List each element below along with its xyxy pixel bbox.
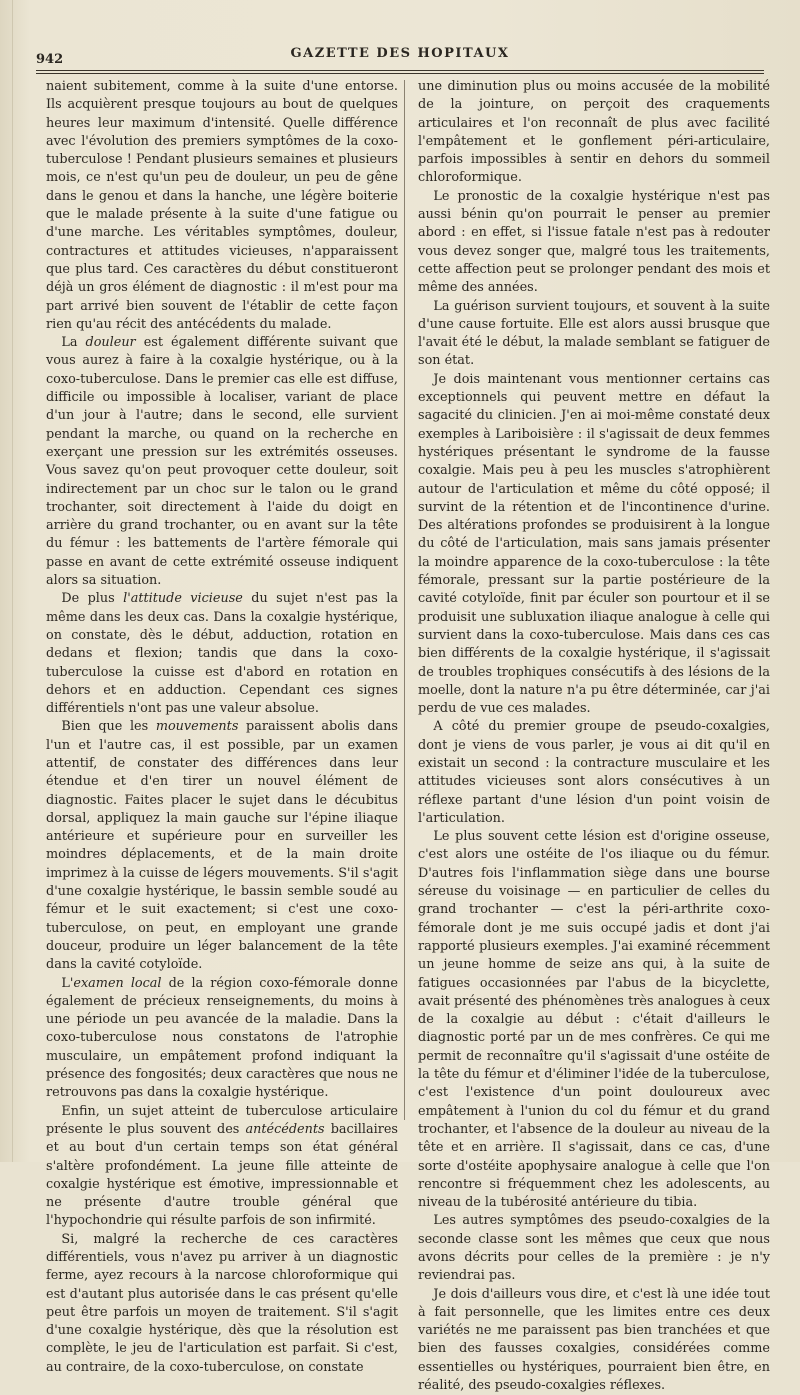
paragraph: Enfin, un sujet atteint de tuberculose articulaire présente le plus souvent des antécédents bacillaires et au bout d'un certain temps son état général s'altère profondément. La jeune fille atteinte de coxalgie hystérique est émotive, impressionnable et ne présente d'autre trouble général que l'hypochondrie qui résulte parfois de son infirmité. (46, 1103, 398, 1229)
emphasis: douleur (85, 335, 136, 351)
paragraph: Bien que les mouvements paraissent abolis dans l'un et l'autre cas, il est possible, par un examen attentif, de constater des différences dans leur étendue et d'en tirer un nouvel élément de diagnostic. Faites placer le sujet dans le décubitus dorsal, appliquez la main gauche sur l'épine iliaque antérieure et supérieure pour en surveiller les moindres déplacements, et de la main droite imprimez à la cuisse de légers mouvements. S'il s'agit d'une coxalgie hystérique, le bassin semble soudé au fémur et le suit exactement; si c'est une coxo-tuberculose, on peut, en employant une grande douceur, produire un léger balancement de la tête dans la cavité cotyloïde. (46, 719, 398, 973)
binding-edge (12, 0, 13, 1162)
emphasis: examen local (73, 975, 162, 991)
paragraph: Je dois maintenant vous mentionner certains cas exceptionnels qui peuvent mettre en défaut la sagacité du clinicien. J'en ai moi-même constaté deux exemples à Lariboisière : il s'agissait de deux femmes hystériques présentant le syndrome de la fausse coxalgie. Mais peu à peu les muscles s'atrophièrent autour de l'articulation et même du côté opposé; il survint de la rétention et de l'incontinence d'urine. Des altérations profondes se produisirent à la longue du côté de l'articulation, mais sans jamais présenter la moindre apparence de la coxo-tuberculose : la tête fémorale, pressant sur la partie postérieure de la cavité cotyloïde, finit par éculer son pourtour et il se produisit une subluxation iliaque analogue à celle qui survient dans la coxo-tuberculose. Mais dans ces cas bien différents de la coxalgie hystérique, il s'agissait de troubles trophiques consécutifs à des lésions de la moelle, dont la nature n'a pu être déterminée, car j'ai perdu de vue ces malades. (418, 371, 770, 717)
paragraph: L'examen local de la région coxo-fémorale donne également de précieux renseignements, du moins à une période un peu avancée de la maladie. Dans la coxo-tuberculose nous constatons de l'atrophie musculaire, un empâtement profond indiquant la présence des fongosités; deux caractères que nous ne retrouvons pas dans la coxalgie hystérique. (46, 975, 398, 1101)
emphasis: mouvements (155, 719, 239, 735)
emphasis: l'attitude vicieuse (123, 591, 243, 607)
paragraph: Si, malgré la recherche de ces caractères différentiels, vous n'avez pu arriver à un diagnostic ferme, ayez recours à la narcose chloroformique qui est d'autant plus autorisée dans le cas présent qu'elle peut être parfois un moyen de traitement. S'il s'agit d'une coxalgie hystérique, dès que la résolution est complète, le jeu de l'articulation est parfait. Si c'est, au contraire, de la coxo-tuberculose, on constate (46, 1231, 398, 1375)
header-rule (36, 70, 764, 71)
page-header (36, 40, 764, 66)
running-title: GAZETTE DES HOPITAUX (290, 46, 510, 61)
paragraph: Le pronostic de la coxalgie hystérique n'est pas aussi bénin qu'on pourrait le penser au premier abord : en effet, si l'issue fatale n'est pas à redouter vous devez songer que, malgré tous les traitements, cette affection peut se prolonger pendant des mois et même des années. (418, 188, 770, 296)
column-divider (404, 80, 405, 1120)
left-column (46, 78, 399, 1375)
paragraph: Les autres symptômes des pseudo-coxalgies de la seconde classe sont les mêmes que ceux que nous avons décrits pour celles de la première : je n'y reviendrai pas. (418, 1213, 770, 1284)
paragraph: naient subitement, comme à la suite d'une entorse. Ils acquièrent presque toujours au bout de quelques heures leur maximum d'intensité. Quelle différence avec l'évolution des premiers symptômes de la coxo-tuberculose ! Pendant plusieurs semaines et plusieurs mois, ce n'est qu'un peu de douleur, un peu de gêne dans le genou et dans la hanche, une légère boiterie que le malade présente à la suite d'une fatigue ou d'une marche. Les véritables symptômes, douleur, contractures et attitudes vicieuses, n'apparaissent que plus tard. Ces caractères du début constitueront déjà un gros élément de diagnostic : il m'est pour ma part arrivé bien souvent de l'établir de cette façon rien qu'au récit des antécédents du malade. (46, 79, 398, 332)
right-column (418, 78, 770, 1394)
paragraph: Je dois d'ailleurs vous dire, et c'est là une idée tout à fait personnelle, que les limites entre ces deux variétés ne me paraissent pas bien tranchées et que bien des fausses coxalgies, considérées comme essentielles ou hystériques, pourraient bien être, en réalité, des pseudo-coxalgies réflexes. (418, 1286, 770, 1394)
paragraph: une diminution plus ou moins accusée de la mobilité de la jointure, on perçoit des craquements articulaires et l'on reconnaît de plus avec facilité l'empâtement et le gonflement péri-articulaire, parfois impossibles à sentir en dehors du sommeil chloroformique. (418, 79, 770, 186)
paragraph: A côté du premier groupe de pseudo-coxalgies, dont je viens de vous parler, je vous ai dit qu'il en existait un second : la contracture musculaire et les attitudes vicieuses sont alors consécutives à un réflexe partant d'une lésion d'un point voisin de l'articulation. (418, 719, 770, 826)
paragraph: La guérison survient toujours, et souvent à la suite d'une cause fortuite. Elle est alors aussi brusque que l'avait été le début, la malade semblant se fatiguer de son état. (418, 298, 770, 369)
paragraph: Le plus souvent cette lésion est d'origine osseuse, c'est alors une ostéite de l'os iliaque ou du fémur. D'autres fois l'inflammation siège dans une bourse séreuse du voisinage — en particulier de celles du grand trochanter — c'est la péri-arthrite coxo-fémorale dont je me suis occupé jadis et dont j'ai rapporté plusieurs exemples. J'ai examiné récemment un jeune homme de seize ans qui, à la suite de fatigues occasionnées par l'abus de la bicyclette, avait présenté des phénomènes très analogues à ceux de la coxalgie au début : c'était d'ailleurs le diagnostic porté par un de mes confrères. Ce qui me permit de reconnaître qu'il s'agissait d'une ostéite de la tête du fémur et d'éliminer l'idée de la tuberculose, c'est l'existence d'un point douloureux avec empâtement à l'union du col du fémur et du grand trochanter, et l'absence de la douleur au niveau de la tête et en arrière. Il s'agissait, dans ce cas, d'une sorte d'ostéite apophysaire analogue à celle que l'on rencontre si fréquemment chez les adolescents, au niveau de la tubérosité antérieure du tibia. (418, 829, 770, 1211)
header-rule-thin (36, 73, 764, 74)
paragraph: La douleur est également différente suivant que vous aurez à faire à la coxalgie hystérique, ou à la coxo-tuberculose. Dans le premier cas elle est diffuse, difficile ou impossible à localiser, variant de place d'un jour à l'autre; dans le second, elle survient pendant la marche, ou quand on la recherche en exerçant une pression sur les extrémités osseuses. Vous savez qu'on peut provoquer cette douleur, soit indirectement par un choc sur le talon ou le grand trochanter, soit directement à l'aide du doigt en arrière du grand trochanter, ou en avant sur la tête du fémur : les battements de l'artère fémorale qui passe en avant de cette extrémité osseuse indiquent alors sa situation. (46, 335, 398, 589)
paragraph: De plus l'attitude vicieuse du sujet n'est pas la même dans les deux cas. Dans la coxalgie hystérique, on constate, dès le début, adduction, rotation en dedans et flexion; tandis que dans la coxo-tuberculose la cuisse est d'abord en rotation en dehors et en adduction. Cependant ces signes différentiels n'ont pas une valeur absolue. (46, 591, 399, 717)
emphasis: antécédents (245, 1121, 325, 1137)
page-number: 942 (36, 52, 64, 67)
